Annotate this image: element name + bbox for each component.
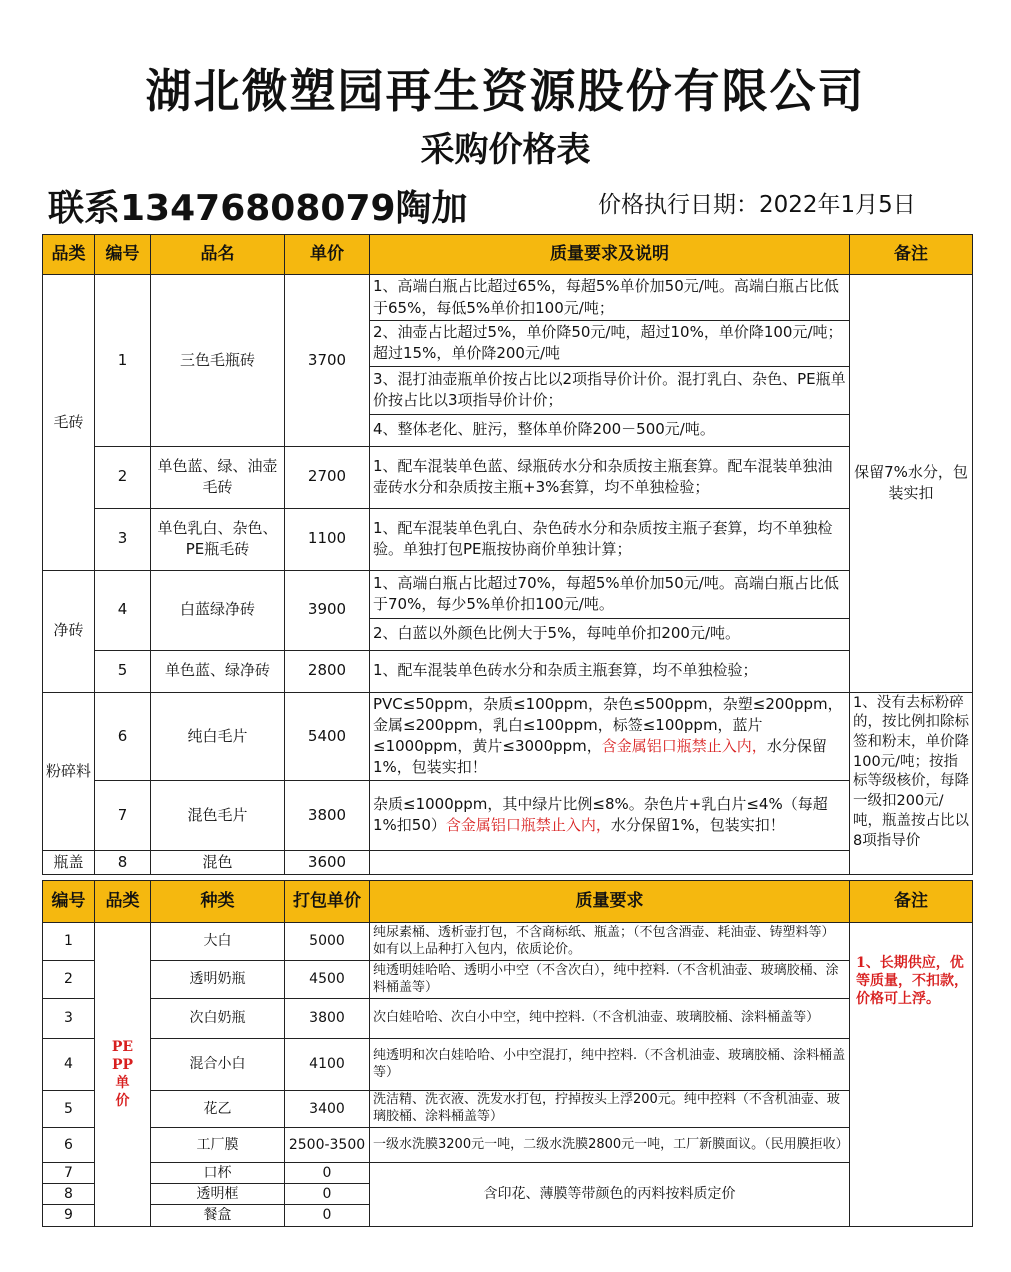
- row-number: 8: [43, 1184, 95, 1205]
- table-row: [43, 999, 973, 1039]
- kind-name: 大白: [151, 923, 285, 961]
- kind-name: 口杯: [151, 1163, 285, 1184]
- header-unit-price: 单价: [285, 235, 370, 275]
- remark-lower: 1、没有去标粉碎的，按比例扣除标签和粉末，单价降100元/吨；按指标等级核价，每降一级扣200元/吨，瓶盖按占比以8项指导价: [850, 692, 973, 874]
- header-pack-price: 打包单价: [285, 881, 370, 923]
- table-row: [43, 275, 973, 321]
- pack-price: 0: [285, 1205, 370, 1226]
- unit-price: 3600: [285, 850, 370, 874]
- table1-header-row: [43, 235, 973, 275]
- row-number: 8: [95, 850, 151, 874]
- unit-price: 2700: [285, 446, 370, 508]
- quality-note-text: 杂质≤1000ppm，其中绿片比例≤8%。杂色片+乳白片≤4%（每超1%扣50）: [373, 794, 828, 835]
- row-number: 6: [95, 692, 151, 780]
- table-row: [43, 1039, 973, 1091]
- price-table-bottles-body: [42, 234, 973, 875]
- row-number: 1: [43, 923, 95, 961]
- table-row: [43, 923, 973, 961]
- quality-requirement: 洗洁精、洗衣液、洗发水打包，拧掉按头上浮200元。纯中控料（不含机油壶、玻璃胶桶、涂料桶盖等）: [370, 1091, 850, 1128]
- table-row: [43, 780, 973, 850]
- table2-header-row: [43, 881, 973, 923]
- row-number: 2: [43, 961, 95, 999]
- quality-note: 1、高端白瓶占比超过70%，每超5%单价加50元/吨。高端白瓶占比低于70%，每少5%单价扣100元/吨。: [370, 570, 850, 618]
- unit-price: 2800: [285, 650, 370, 692]
- quality-note: 4、整体老化、脏污，整体单价降200－500元/吨。: [370, 414, 850, 446]
- quality-note: 1、配车混装单色蓝、绿瓶砖水分和杂质按主瓶套算。配车混装单独油壶砖水分和杂质按主瓶+3%套算，均不单独检验；: [370, 446, 850, 508]
- quality-requirement: 纯透明娃哈哈、透明小中空（不含次白），纯中控料.（不含机油壶、玻璃胶桶、涂料桶盖等）: [370, 961, 850, 999]
- quality-note: [370, 850, 850, 874]
- table-row: [43, 961, 973, 999]
- table-row: [43, 650, 973, 692]
- header-quality-requirements: 质量要求及说明: [370, 235, 850, 275]
- header-number: 编号: [43, 881, 95, 923]
- quality-requirement: 纯尿素桶、透析壶打包，不含商标纸、瓶盖；（不包含酒壶、耗油壶、铸塑料等）如有以上品种打入包内，依质论价。: [370, 923, 850, 961]
- quality-note: 1、配车混装单色乳白、杂色砖水分和杂质按主瓶子套算，均不单独检验。单独打包PE瓶按协商价单独计算；: [370, 508, 850, 570]
- row-number: 7: [95, 780, 151, 850]
- contact-info: 联系13476808079陶加: [48, 188, 468, 229]
- quality-requirement: 纯透明和次白娃哈哈、小中空混打，纯中控料.（不含机油壶、玻璃胶桶、涂料桶盖等）: [370, 1039, 850, 1091]
- header-number: 编号: [95, 235, 151, 275]
- kind-name: 混合小白: [151, 1039, 285, 1091]
- quality-note: 1、高端白瓶占比超过65%，每超5%单价加50元/吨。高端白瓶占比低于65%，每低5%单价扣100元/吨；: [370, 275, 850, 321]
- price-table-pe-pp: [42, 880, 973, 1227]
- category-maozhuan: 毛砖: [43, 275, 95, 571]
- table-row: [43, 850, 973, 874]
- row-number: 7: [43, 1163, 95, 1184]
- row-number: 4: [95, 570, 151, 650]
- row-number: 5: [43, 1091, 95, 1128]
- product-name: 混色毛片: [151, 780, 285, 850]
- quality-requirement: 一级水洗膜3200元一吨，二级水洗膜2800元一吨，工厂新膜面议。（民用膜拒收）: [370, 1128, 850, 1163]
- pack-price: 4100: [285, 1039, 370, 1091]
- aluminum-warning: 含金属铝口瓶禁止入内，: [445, 816, 611, 835]
- table-row: [43, 692, 973, 780]
- table-row: [43, 446, 973, 508]
- header-kind: 种类: [151, 881, 285, 923]
- kind-name: 花乙: [151, 1091, 285, 1128]
- product-name: 纯白毛片: [151, 692, 285, 780]
- unit-price: 1100: [285, 508, 370, 570]
- pack-price: 0: [285, 1184, 370, 1205]
- table-row: [43, 570, 973, 618]
- pack-price: 4500: [285, 961, 370, 999]
- quality-note: 2、油壶占比超过5%，单价降50元/吨，超过10%，单价降100元/吨；超过15%，单价降200元/吨: [370, 321, 850, 367]
- header-product-name: 品名: [151, 235, 285, 275]
- category-line: PP: [111, 1057, 134, 1074]
- page-subtitle: 采购价格表: [420, 130, 591, 170]
- category-pinggai: 瓶盖: [43, 850, 95, 874]
- kind-name: 透明奶瓶: [151, 961, 285, 999]
- kind-name: 工厂膜: [151, 1128, 285, 1163]
- header-remarks: 备注: [850, 235, 973, 275]
- remark-upper: 保留7%水分，包装实扣: [850, 275, 973, 693]
- product-name: 单色蓝、绿净砖: [151, 650, 285, 692]
- pack-price: 3800: [285, 999, 370, 1039]
- kind-name: 餐盒: [151, 1205, 285, 1226]
- row-number: 2: [95, 446, 151, 508]
- quality-requirement: 次白娃哈哈、次白小中空，纯中控料.（不含机油壶、玻璃胶桶、涂料桶盖等）: [370, 999, 850, 1039]
- header-quality-requirements: 质量要求: [370, 881, 850, 923]
- table-row: [43, 1128, 973, 1163]
- kind-name: 透明框: [151, 1184, 285, 1205]
- row-number: 4: [43, 1039, 95, 1091]
- row-number: 3: [95, 508, 151, 570]
- product-name: 三色毛瓶砖: [151, 275, 285, 447]
- pack-price: 5000: [285, 923, 370, 961]
- quality-note-text: PVC≤50ppm，杂质≤100ppm，杂色≤500ppm，杂塑≤200ppm，金属≤200ppm，乳白≤100ppm，标签≤100ppm，蓝片≤1000ppm，黄片≤3000ppm，: [373, 694, 843, 756]
- category-line: 价: [115, 1093, 130, 1110]
- unit-price: 3900: [285, 570, 370, 650]
- header-category: 品类: [95, 881, 151, 923]
- quality-note-text: 水分保留1%，包装实扣！: [373, 737, 827, 777]
- unit-price: 5400: [285, 692, 370, 780]
- remark-text: 1、长期供应，优等质量，不扣款，价格可上浮。: [856, 955, 968, 1008]
- pack-price: 3400: [285, 1091, 370, 1128]
- remark-supply: [850, 923, 973, 1227]
- table-row: [43, 508, 973, 570]
- pack-price: 2500-3500: [285, 1128, 370, 1163]
- product-name: 单色乳白、杂色、PE瓶毛砖: [151, 508, 285, 570]
- quality-note: [370, 780, 850, 850]
- pack-price: 0: [285, 1163, 370, 1184]
- header-remarks: 备注: [850, 881, 973, 923]
- quality-note: 3、混打油壶瓶单价按占比以2项指导价计价。混打乳白、杂色、PE瓶单价按占比以3项指导价计价；: [370, 366, 850, 414]
- table-row: [43, 1163, 973, 1184]
- company-name: 湖北微塑园再生资源股份有限公司: [145, 64, 866, 118]
- unit-price: 3700: [285, 275, 370, 447]
- header-category: 品类: [43, 235, 95, 275]
- category-line: 单: [115, 1075, 130, 1092]
- row-number: 9: [43, 1205, 95, 1226]
- kind-name: 次白奶瓶: [151, 999, 285, 1039]
- quality-note: 2、白蓝以外颜色比例大于5%，每吨单价扣200元/吨。: [370, 618, 850, 650]
- quality-note-text: 水分保留1%，包装实扣！: [610, 816, 785, 835]
- row-number: 6: [43, 1128, 95, 1163]
- product-name: 混色: [151, 850, 285, 874]
- category-pe-pp-price: [95, 923, 151, 1227]
- aluminum-warning: 含金属铝口瓶禁止入内，: [601, 737, 767, 756]
- category-jingzhuan: 净砖: [43, 570, 95, 692]
- quality-note: 1、配车混装单色砖水分和杂质主瓶套算，均不单独检验；: [370, 650, 850, 692]
- price-effective-date: 价格执行日期：2022年1月5日: [598, 192, 916, 218]
- category-line: PE: [111, 1038, 134, 1055]
- product-name: 白蓝绿净砖: [151, 570, 285, 650]
- category-fensuiliao: 粉碎料: [43, 692, 95, 850]
- unit-price: 3800: [285, 780, 370, 850]
- row-number: 5: [95, 650, 151, 692]
- row-number: 1: [95, 275, 151, 447]
- product-name: 单色蓝、绿、油壶毛砖: [151, 446, 285, 508]
- row-number: 3: [43, 999, 95, 1039]
- quality-note: [370, 692, 850, 780]
- table-row: [43, 1091, 973, 1128]
- merged-requirement: 含印花、薄膜等带颜色的丙料按料质定价: [370, 1163, 850, 1227]
